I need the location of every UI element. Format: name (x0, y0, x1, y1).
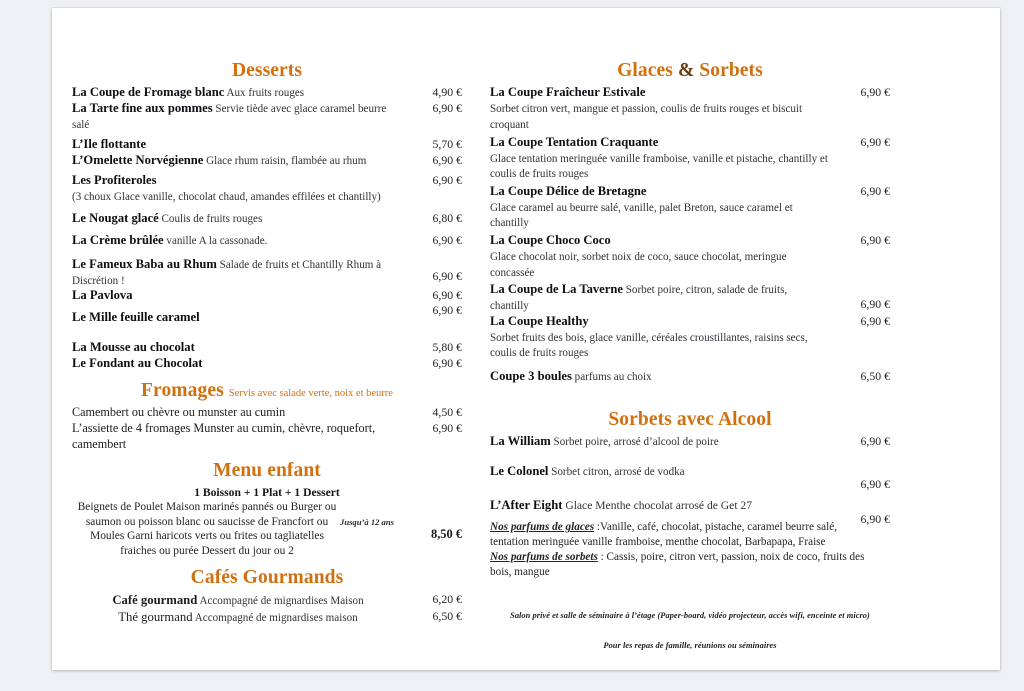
menu-item-note (490, 249, 890, 280)
item-price: 6,90 € (432, 288, 462, 303)
item-name: La Pavlova (72, 288, 133, 303)
item-price: 6,90 € (860, 512, 890, 527)
item-price: 6,90 € (860, 85, 890, 100)
menu-item (72, 233, 462, 249)
menu-item (72, 609, 462, 626)
item-desc: Salade de fruits et Chantilly Rhum à Discrétion ! (72, 258, 382, 287)
menu-item (490, 498, 890, 527)
item-name: Le Mille feuille caramel (72, 310, 200, 325)
menu-item (72, 137, 462, 153)
item-price: 6,90 € (432, 421, 462, 436)
item-name: Le Nougat glacé (72, 210, 159, 225)
item-price: 6,20 € (432, 592, 462, 607)
item-price: 6,90 € (860, 313, 890, 328)
item-desc: Camembert ou chèvre ou munster au cumin (72, 405, 286, 420)
item-price: 6,90 € (860, 297, 890, 312)
item-name: Le Fondant au Chocolat (72, 356, 203, 371)
item-price: 6,80 € (432, 210, 462, 225)
menu-enfant-heading-label: Menu enfant (213, 460, 321, 482)
item-price: 6,90 € (432, 303, 462, 318)
item-name: La Coupe Délice de Bretagne (490, 183, 647, 198)
menu-item-note (490, 330, 890, 361)
item-subdesc: Glace chocolat noir, sorbet noix de coco, sauce chocolat, meringue concassée (490, 251, 787, 279)
menu-item (490, 233, 890, 249)
item-name: Le Fameux Baba au Rhum (72, 256, 217, 271)
item-desc: Glace Menthe chocolat arrosé de Get 27 (562, 499, 753, 513)
menu-enfant-age-note: Jusqu’à 12 ans (340, 516, 394, 527)
item-price: 5,80 € (432, 340, 462, 355)
cafes-gourmands-heading-label: Cafés Gourmands (190, 567, 344, 589)
right-column (490, 60, 890, 651)
sorbets-heading-label: Sorbets (699, 60, 763, 81)
menu-item (72, 421, 462, 452)
item-price: 6,90 € (860, 477, 890, 492)
item-price: 6,90 € (432, 172, 462, 187)
item-desc: Servie tiède avec glace caramel beurre salé (72, 103, 387, 132)
item-subdesc: Glace tentation meringuée vanille framboise, vanille et pistache, chantilly et coulis de fruits rouges (490, 152, 828, 181)
item-name: Coupe 3 boules (490, 369, 572, 384)
menu-item (72, 211, 462, 227)
section-heading-menu-enfant (72, 460, 462, 482)
menu-item (490, 369, 890, 385)
menu-item-note (490, 101, 890, 132)
item-name: La Tarte fine aux pommes (72, 101, 213, 116)
item-desc: Sorbet citron, arrosé de vodka (548, 466, 685, 479)
item-price: 6,90 € (860, 183, 890, 198)
parfums-sorbets-text: : Cassis, poire, citron vert, passion, noix de coco, fruits des bois, mangue (490, 551, 865, 579)
item-price: 4,50 € (432, 405, 462, 420)
item-price: 6,90 € (432, 152, 462, 167)
item-desc: Aux fruits rouges (224, 87, 305, 100)
item-name: La Coupe de La Taverne (490, 282, 623, 297)
menu-item (72, 340, 462, 356)
menu-item (490, 85, 890, 101)
item-price: 6,90 € (432, 101, 462, 116)
menu-item (72, 257, 462, 289)
item-name: La Coupe Choco Coco (490, 233, 611, 248)
parfums-sorbets-label: Nos parfums de sorbets (490, 551, 598, 564)
desserts-heading-label: Desserts (231, 60, 303, 81)
item-price: 6,50 € (432, 609, 462, 624)
item-name: L’Omelette Norvégienne (72, 152, 204, 167)
item-price: 6,90 € (432, 232, 462, 247)
item-name: La Coupe Healthy (490, 313, 589, 328)
item-price: 6,90 € (860, 134, 890, 149)
menu-item (72, 153, 462, 169)
section-heading-fromages (72, 380, 462, 402)
item-price: 6,90 € (860, 434, 890, 449)
ampersand-glyph: & (677, 60, 695, 81)
item-desc: L’assiette de 4 fromages Munster au cumin, chèvre, roquefort, camembert (72, 421, 376, 451)
menu-item (490, 464, 890, 492)
menu-item (490, 282, 890, 314)
menu-item-note (72, 189, 462, 205)
menu-item-note (490, 151, 890, 182)
menu-sheet (52, 8, 1000, 670)
fromages-heading-label: Fromages (141, 380, 224, 402)
menu-item (490, 184, 890, 200)
item-price: 5,70 € (432, 137, 462, 151)
item-price: 6,90 € (432, 356, 462, 371)
item-subdesc: Sorbet citron vert, mangue et passion, coulis de fruits rouges et biscuit croquant (490, 103, 803, 132)
left-column (72, 60, 462, 626)
item-name: La Crème brûlée (72, 232, 164, 247)
footer-note-salon: Salon privé et salle de séminaire à l’étage (Paper-board, vidéo projecteur, accès wifi, enceinte et micro) (510, 610, 870, 620)
item-desc: Accompagné de mignardises Maison (197, 595, 364, 608)
section-heading-desserts (72, 60, 462, 82)
item-price: 6,50 € (860, 369, 890, 384)
item-price: 6,90 € (860, 233, 890, 248)
menu-enfant-formula: 1 Boisson + 1 Plat + 1 Dessert (194, 485, 340, 499)
menu-item (72, 356, 462, 372)
item-name: La William (490, 434, 551, 449)
menu-item (490, 314, 890, 330)
item-desc: (3 choux Glace vanille, chocolat chaud, amandes effilées et chantilly) (72, 190, 381, 203)
parfums-glaces-label: Nos parfums de glaces (490, 521, 595, 534)
menu-page (52, 8, 1000, 670)
section-heading-cafes-gourmands (72, 567, 462, 589)
parfums-glaces-text: :Vanille, café, chocolat, pistache, caramel beurre salé, tentation meringuée vanille framboise, menthe chocolat, Barbapapa, Fraise (490, 521, 837, 549)
item-subdesc: Glace caramel au beurre salé, vanille, palet Breton, sauce caramel et chantilly (490, 201, 793, 230)
item-name: Café gourmand (112, 593, 198, 608)
menu-item (72, 101, 462, 133)
item-desc: parfums au choix (571, 371, 652, 384)
item-price: 6,90 € (432, 268, 462, 283)
sorbets-alcool-heading-label: Sorbets avec Alcool (608, 409, 772, 431)
item-subdesc: Sorbet fruits des bois, glace vanille, céréales croustillantes, raisins secs, coulis de fruits rouges (490, 331, 808, 360)
item-name: Thé gourmand (118, 610, 193, 625)
parfums-sorbets-note (490, 550, 890, 580)
item-desc: Glace rhum raisin, flambée au rhum (203, 154, 367, 167)
menu-item (72, 592, 462, 609)
item-desc: Coulis de fruits rouges (158, 212, 263, 225)
item-desc: vanille A la cassonade. (163, 234, 268, 247)
menu-enfant-price: 8,50 € (431, 526, 462, 541)
menu-item (490, 135, 890, 151)
item-name: La Coupe Tentation Craquante (490, 134, 659, 149)
item-name: Les Profiteroles (72, 172, 157, 187)
menu-enfant-body: Beignets de Poulet Maison marinés pannés ou Burger ou saumon ou poisson blanc ou saucisse de Francfort ou Moules Garni haricots verts ou frites ou tagliatelles fraiches ou purée Dessert du jour ou 2 (77, 500, 337, 558)
section-heading-sorbets-alcool (490, 409, 890, 431)
menu-item (72, 173, 462, 189)
menu-item (490, 434, 890, 450)
menu-item-note (490, 200, 890, 231)
item-desc: Sorbet poire, citron, salade de fruits, chantilly (490, 284, 788, 313)
footer-note-repas: Pour les repas de famille, réunions ou séminaires (603, 640, 777, 650)
item-desc: Sorbet poire, arrosé d’alcool de poire (550, 436, 719, 449)
menu-item (72, 303, 462, 326)
parfums-glaces-note (490, 520, 890, 550)
item-price: 4,90 € (432, 85, 462, 100)
fromages-heading-subtitle: Servis avec salade verte, noix et beurre (228, 388, 393, 400)
item-name: La Coupe de Fromage blanc (72, 85, 225, 100)
item-name: L’After Eight (490, 498, 563, 513)
item-name: La Coupe Fraîcheur Estivale (490, 85, 646, 100)
glaces-heading-label: Glaces (617, 60, 673, 81)
menu-enfant-block (72, 500, 462, 559)
menu-item (72, 405, 462, 421)
menu-item (72, 288, 462, 304)
item-desc: Accompagné de mignardises maison (192, 612, 358, 625)
item-name: L’Ile flottante (72, 137, 147, 151)
menu-item (72, 85, 462, 101)
item-name: La Mousse au chocolat (72, 340, 195, 355)
item-name: Le Colonel (490, 464, 549, 479)
section-heading-glaces-sorbets (490, 60, 890, 82)
